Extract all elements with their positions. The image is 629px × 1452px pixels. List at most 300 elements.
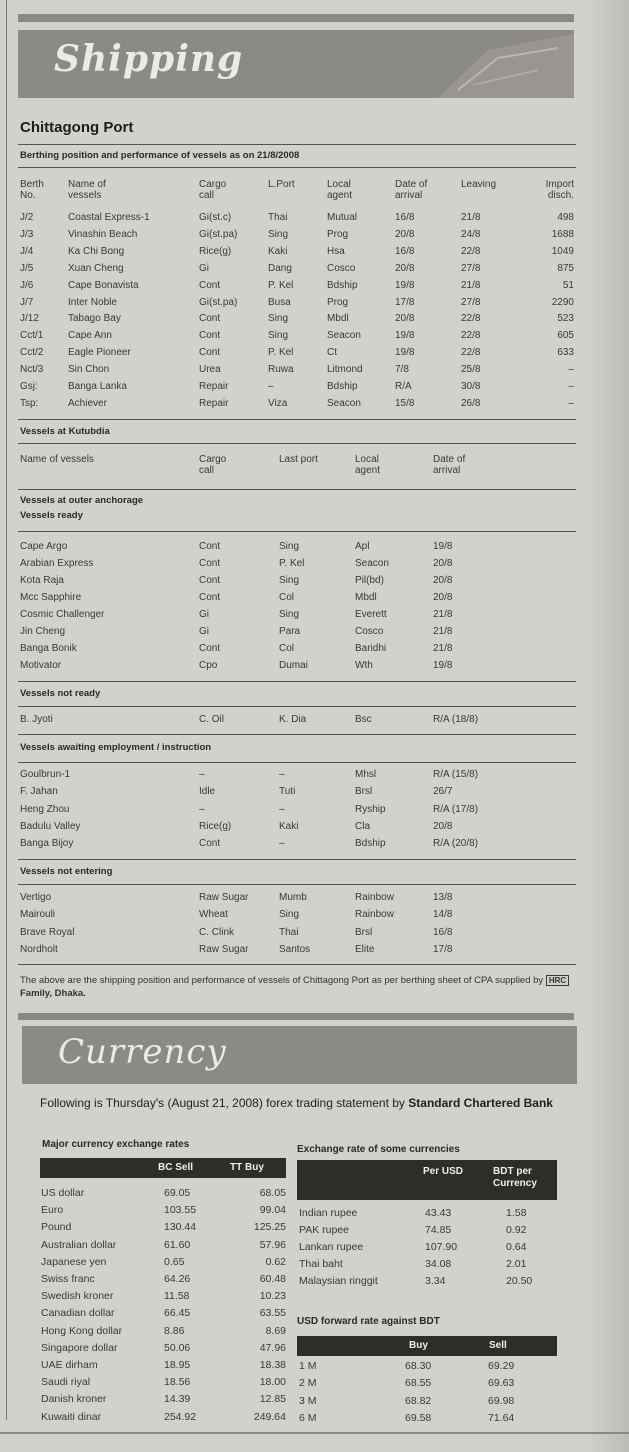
not-ready-row-cargo: C. Oil [199, 714, 224, 725]
awaiting-row-vessel: Badulu Valley [20, 820, 81, 832]
berth-row-cargo: Cont [199, 279, 221, 291]
major-row-tt-buy: 10.23 [259, 1290, 286, 1303]
kutubdia-header-0: Name of vessels [20, 454, 94, 465]
awaiting-row-last-port: – [279, 803, 285, 815]
forward-row-buy: 68.82 [405, 1394, 432, 1407]
berth-row-arrival: R/A [395, 381, 412, 392]
shipping-banner [18, 30, 574, 98]
awaiting-row-cargo: Idle [199, 786, 216, 798]
berth-row-agent: Ct [327, 347, 337, 359]
kutubdia-header-3: Local agent [355, 454, 381, 476]
not-entering-row-vessel: Brave Royal [20, 926, 75, 938]
berth-row-last-port: Sing [268, 228, 289, 240]
ready-row-vessel: Kota Raja [20, 575, 64, 586]
berth-row-last-port: Sing [268, 313, 289, 325]
berth-row-cargo: Repair [199, 381, 229, 392]
awaiting-row-agent: Mhsl [355, 769, 377, 780]
not-entering-row-vessel: Mairouli [20, 909, 56, 921]
header-bdt-per-currency: BDT per Currency [493, 1166, 537, 1189]
berth-header-0: Berth No. [20, 179, 44, 201]
awaiting-row-arrival: 20/8 [433, 820, 453, 832]
ready-row-last-port: Col [279, 592, 295, 603]
major-row-tt-buy: 8.69 [265, 1324, 286, 1337]
ready-row-last-port: Sing [279, 575, 300, 586]
divider [18, 706, 576, 707]
major-row-bc-sell: 69.05 [164, 1187, 191, 1199]
berth-row-import: 51 [562, 279, 574, 291]
ready-row-cargo: Cpo [199, 660, 218, 671]
berth-row-agent: Seacon [327, 330, 361, 342]
major-row-tt-buy: 12.85 [259, 1393, 286, 1406]
ready-row-cargo: Cont [199, 592, 221, 603]
berth-row-arrival: 20/8 [395, 313, 415, 325]
ready-row-agent: Cosco [355, 626, 384, 637]
header-bc-sell: BC Sell [158, 1162, 194, 1173]
ready-row-arrival: 20/8 [433, 575, 453, 586]
ready-row-agent: Everett [355, 609, 387, 620]
kutubdia-header-1: Cargo call [199, 454, 227, 476]
awaiting-row-last-port: Tuti [279, 786, 296, 798]
berth-row-import: 523 [557, 313, 574, 325]
not-ready-row-arrival: R/A (18/8) [433, 714, 479, 725]
not-ready-row-last-port: K. Dia [279, 714, 307, 725]
berth-row-berth: J/4 [20, 245, 34, 257]
major-rates-header [40, 1158, 286, 1178]
not-entering-row-arrival: 16/8 [433, 926, 453, 938]
shipping-footnote [20, 974, 576, 1000]
berth-row-last-port: – [268, 381, 274, 392]
berth-row-agent: Mutual [327, 212, 358, 223]
berth-row-vessel: Vinashin Beach [68, 228, 138, 240]
berth-row-cargo: Repair [199, 397, 229, 409]
forward-row-sell: 69.29 [488, 1360, 515, 1372]
berth-row-last-port: Dang [268, 262, 292, 274]
berth-row-arrival: 16/8 [395, 245, 415, 257]
awaiting-row-cargo: – [199, 769, 205, 780]
some-row-bdt-per: 0.92 [506, 1224, 527, 1236]
ready-row-cargo: Cont [199, 558, 221, 569]
berth-row-berth: J/6 [20, 279, 34, 291]
major-row-currency: Danish kroner [41, 1393, 107, 1406]
kutubdia-header-2: Last port [279, 454, 318, 465]
major-row-currency: UAE dirham [41, 1359, 98, 1371]
major-row-tt-buy: 99.04 [259, 1204, 286, 1217]
major-row-currency: Canadian dollar [41, 1307, 115, 1320]
not-entering-row-cargo: Raw Sugar [199, 892, 249, 903]
divider [18, 762, 576, 763]
left-column-rule [6, 0, 7, 1420]
berth-row-arrival: 17/8 [395, 296, 415, 308]
major-row-currency: Singapore dollar [41, 1341, 118, 1354]
major-row-tt-buy: 60.48 [259, 1273, 286, 1285]
major-row-tt-buy: 68.05 [259, 1187, 286, 1199]
forward-row-tenor: 6 M [299, 1412, 317, 1425]
ready-row-last-port: Para [279, 626, 301, 637]
awaiting-row-agent: Brsl [355, 786, 373, 798]
berth-row-arrival: 19/8 [395, 347, 415, 359]
berth-row-vessel: Ka Chi Bong [68, 245, 125, 257]
intro-bank: Standard Chartered Bank [408, 1096, 553, 1110]
awaiting-row-vessel: F. Jahan [20, 786, 58, 798]
major-row-tt-buy: 249.64 [253, 1410, 286, 1423]
berth-row-import: – [568, 381, 574, 392]
berth-header-6: Leaving [461, 179, 497, 190]
divider [18, 144, 576, 145]
berth-header-4: Local agent [327, 179, 353, 201]
berth-row-agent: Prog [327, 296, 349, 308]
berth-header-7: Import disch. [545, 179, 574, 201]
divider [18, 734, 576, 735]
major-row-currency: Pound [41, 1221, 72, 1234]
vessels-ready-heading: Vessels ready [20, 510, 83, 521]
berth-row-cargo: Cont [199, 347, 221, 359]
not-entering-row-last-port: Mumb [279, 892, 307, 903]
major-row-bc-sell: 14.39 [164, 1393, 191, 1406]
ready-row-cargo: Cont [199, 643, 221, 654]
ready-row-vessel: Motivator [20, 660, 62, 671]
awaiting-row-vessel: Heng Zhou [20, 803, 70, 815]
major-row-currency: Euro [41, 1204, 64, 1217]
berth-row-leaving: 26/8 [461, 397, 481, 409]
awaiting-row-vessel: Banga Bijoy [20, 838, 74, 850]
berth-header-2: Cargo call [199, 179, 227, 201]
ready-row-agent: Seacon [355, 558, 389, 569]
not-entering-row-agent: Brsl [355, 926, 373, 938]
forward-row-sell: 71.64 [488, 1412, 515, 1425]
berth-row-last-port: Thai [268, 212, 288, 223]
ready-row-arrival: 20/8 [433, 592, 453, 603]
major-row-currency: US dollar [41, 1187, 85, 1199]
divider [18, 167, 576, 168]
berth-row-cargo: Gi(st.pa) [199, 296, 238, 308]
some-row-currency: Indian rupee [299, 1207, 358, 1219]
forward-rate-header [297, 1336, 557, 1356]
berth-row-berth: Cct/1 [20, 330, 44, 342]
berth-row-leaving: 27/8 [461, 296, 481, 308]
major-row-currency: Swedish kroner [41, 1290, 114, 1303]
awaiting-row-last-port: – [279, 838, 285, 850]
page-edge-shadow [591, 0, 629, 1452]
major-row-tt-buy: 0.62 [265, 1255, 286, 1268]
divider [18, 419, 576, 420]
berth-row-vessel: Eagle Pioneer [68, 347, 131, 359]
ready-row-arrival: 19/8 [433, 660, 453, 671]
divider [18, 531, 576, 532]
ready-row-arrival: 20/8 [433, 558, 453, 569]
berth-row-vessel: Sin Chon [68, 364, 110, 376]
not-entering-row-last-port: Thai [279, 926, 299, 938]
berth-row-import: – [568, 397, 574, 409]
port-title: Chittagong Port [20, 119, 134, 136]
not-entering-row-arrival: 17/8 [433, 943, 453, 955]
forward-row-buy: 69.58 [405, 1412, 432, 1425]
major-row-bc-sell: 254.92 [164, 1410, 197, 1423]
berth-row-import: 498 [557, 212, 574, 223]
not-entering-row-vessel: Vertigo [20, 892, 52, 903]
currency-banner-title: Currency [58, 1032, 227, 1072]
ready-row-cargo: Gi [199, 626, 209, 637]
major-row-currency: Japanese yen [41, 1255, 107, 1268]
some-row-bdt-per: 2.01 [506, 1258, 527, 1270]
berth-row-vessel: Cape Bonavista [68, 279, 139, 291]
some-row-per-usd: 43.43 [425, 1207, 452, 1219]
major-row-bc-sell: 18.56 [164, 1376, 191, 1389]
not-entering-row-agent: Elite [355, 943, 375, 955]
ready-row-cargo: Cont [199, 541, 221, 552]
major-rates-title: Major currency exchange rates [42, 1139, 190, 1150]
major-row-tt-buy: 57.96 [259, 1238, 286, 1251]
berth-row-last-port: P. Kel [268, 279, 294, 291]
not-entering-row-arrival: 13/8 [433, 892, 453, 903]
not-entering-row-cargo: C. Clink [199, 926, 235, 938]
berth-row-leaving: 21/8 [461, 279, 481, 291]
berth-row-arrival: 19/8 [395, 279, 415, 291]
major-row-bc-sell: 50.06 [164, 1341, 191, 1354]
berth-row-cargo: Cont [199, 313, 221, 325]
major-row-bc-sell: 18.95 [164, 1359, 191, 1371]
berth-row-last-port: Ruwa [268, 364, 294, 376]
berth-row-arrival: 20/8 [395, 262, 415, 274]
berth-row-leaving: 22/8 [461, 313, 481, 325]
berth-row-leaving: 24/8 [461, 228, 481, 240]
header-tt-buy: TT Buy [230, 1162, 264, 1173]
berth-row-last-port: Busa [268, 296, 291, 308]
berth-row-cargo: Cont [199, 330, 221, 342]
major-row-bc-sell: 66.45 [164, 1307, 191, 1320]
berth-header-1: Name of vessels [68, 179, 106, 201]
berth-row-import: 875 [557, 262, 574, 274]
berth-row-import: 633 [557, 347, 574, 359]
divider [18, 884, 576, 885]
awaiting-row-arrival: R/A (15/8) [433, 769, 479, 780]
ready-row-arrival: 21/8 [433, 643, 453, 654]
forward-row-buy: 68.55 [405, 1377, 432, 1390]
divider [18, 489, 576, 490]
header-buy: Buy [409, 1340, 428, 1351]
ready-row-arrival: 21/8 [433, 609, 453, 620]
berth-row-cargo: Gi [199, 262, 209, 274]
header-per-usd: Per USD [423, 1166, 464, 1177]
berth-row-import: 1049 [551, 245, 574, 257]
berth-row-leaving: 25/8 [461, 364, 481, 376]
forward-row-sell: 69.98 [488, 1394, 515, 1407]
forward-row-tenor: 2 M [299, 1377, 317, 1390]
berth-row-leaving: 21/8 [461, 212, 481, 223]
major-row-tt-buy: 18.38 [259, 1359, 286, 1371]
some-row-per-usd: 107.90 [425, 1241, 458, 1253]
berth-row-vessel: Cape Ann [68, 330, 112, 342]
major-row-currency: Swiss franc [41, 1273, 95, 1285]
some-row-bdt-per: 20.50 [506, 1275, 533, 1287]
berth-row-berth: J/7 [20, 296, 34, 308]
awaiting-row-arrival: R/A (17/8) [433, 803, 479, 815]
berth-row-agent: Hsa [327, 245, 345, 257]
not-entering-row-agent: Rainbow [355, 909, 394, 921]
currency-intro [40, 1095, 570, 1111]
some-row-currency: Malaysian ringgit [299, 1275, 378, 1287]
ready-row-cargo: Gi [199, 609, 209, 620]
bottom-rule [0, 1432, 629, 1434]
ready-row-vessel: Mcc Sapphire [20, 592, 82, 603]
not-entering-row-cargo: Wheat [199, 909, 228, 921]
berth-row-import: 2290 [551, 296, 574, 308]
some-row-per-usd: 34.08 [425, 1258, 452, 1270]
berth-row-arrival: 16/8 [395, 212, 415, 223]
berth-row-import: 605 [557, 330, 574, 342]
some-row-currency: PAK rupee [299, 1224, 350, 1236]
ready-row-last-port: Sing [279, 541, 300, 552]
not-ready-row-vessel: B. Jyoti [20, 714, 53, 725]
berth-row-cargo: Rice(g) [199, 245, 232, 257]
major-row-tt-buy: 125.25 [253, 1221, 286, 1234]
berth-row-agent: Bdship [327, 381, 358, 392]
forward-rate-title: USD forward rate against BDT [297, 1316, 440, 1327]
major-row-bc-sell: 61.60 [164, 1238, 191, 1251]
some-row-currency: Thai baht [299, 1258, 343, 1270]
ready-row-agent: Wth [355, 660, 373, 671]
major-row-tt-buy: 47.96 [259, 1341, 286, 1354]
ready-row-vessel: Banga Bonik [20, 643, 77, 654]
berth-row-arrival: 7/8 [395, 364, 409, 376]
awaiting-row-cargo: Cont [199, 838, 221, 850]
header-sell: Sell [489, 1340, 507, 1351]
some-row-per-usd: 3.34 [425, 1275, 446, 1287]
berth-row-leaving: 30/8 [461, 381, 481, 392]
awaiting-row-agent: Cla [355, 820, 371, 832]
some-rates-header [297, 1160, 557, 1200]
major-row-bc-sell: 64.26 [164, 1273, 191, 1285]
berth-row-berth: J/12 [20, 313, 39, 325]
berth-row-arrival: 19/8 [395, 330, 415, 342]
not-entering-row-cargo: Raw Sugar [199, 943, 249, 955]
ready-row-last-port: Sing [279, 609, 300, 620]
not-entering-row-agent: Rainbow [355, 892, 394, 903]
berth-row-leaving: 22/8 [461, 347, 481, 359]
ready-row-arrival: 19/8 [433, 541, 453, 552]
some-rates-title: Exchange rate of some currencies [297, 1144, 460, 1155]
berth-row-leaving: 27/8 [461, 262, 481, 274]
intro-text: Following is Thursday's (August 21, 2008) forex trading statement by [40, 1096, 405, 1110]
berth-row-last-port: Viza [268, 397, 288, 409]
berth-row-arrival: 15/8 [395, 397, 415, 409]
awaiting-row-agent: Ryship [355, 803, 386, 815]
berth-row-agent: Seacon [327, 397, 361, 409]
berth-row-agent: Cosco [327, 262, 356, 274]
berth-row-agent: Mbdl [327, 313, 349, 325]
not-ready-row-agent: Bsc [355, 714, 372, 725]
berth-row-cargo: Gi(st.c) [199, 212, 232, 223]
ready-row-last-port: Col [279, 643, 295, 654]
not-entering-heading: Vessels not entering [20, 866, 113, 877]
awaiting-row-last-port: Kaki [279, 820, 299, 832]
ready-row-arrival: 21/8 [433, 626, 453, 637]
major-row-bc-sell: 11.58 [164, 1290, 190, 1303]
berth-row-vessel: Coastal Express-1 [68, 212, 150, 223]
forward-row-buy: 68.30 [405, 1360, 432, 1372]
berth-row-last-port: Kaki [268, 245, 288, 257]
major-row-currency: Hong Kong dollar [41, 1324, 123, 1337]
berth-row-cargo: Gi(st.pa) [199, 228, 238, 240]
berth-row-berth: Nct/3 [20, 364, 44, 376]
berth-row-vessel: Achiever [68, 397, 107, 409]
forward-row-tenor: 3 M [299, 1394, 317, 1407]
awaiting-heading: Vessels awaiting employment / instruction [20, 742, 212, 753]
ready-row-vessel: Cosmic Challenger [20, 609, 105, 620]
some-row-bdt-per: 0.64 [506, 1241, 527, 1253]
footnote-text: The above are the shipping position and performance of vessels of Chittagong Port as per berthing sheet of CPA supplied by [20, 975, 544, 986]
berth-row-leaving: 22/8 [461, 330, 481, 342]
outer-anchorage-heading: Vessels at outer anchorage [20, 495, 144, 506]
currency-banner [22, 1026, 577, 1084]
not-entering-row-arrival: 14/8 [433, 909, 453, 921]
not-ready-heading: Vessels not ready [20, 688, 101, 699]
berth-row-agent: Litmond [327, 364, 363, 376]
ready-row-last-port: P. Kel [279, 558, 305, 569]
awaiting-row-arrival: 26/7 [433, 786, 453, 798]
major-row-bc-sell: 0.65 [164, 1255, 185, 1268]
ready-row-vessel: Jin Cheng [20, 626, 66, 637]
hrc-logo: HRC [546, 975, 569, 986]
ready-row-cargo: Cont [199, 575, 221, 586]
berth-row-berth: J/5 [20, 262, 34, 274]
berth-row-leaving: 22/8 [461, 245, 481, 257]
kutubdia-heading: Vessels at Kutubdia [20, 426, 110, 437]
currency-top-rule [18, 1013, 574, 1020]
awaiting-row-vessel: Goulbrun-1 [20, 769, 71, 780]
berth-row-vessel: Tabago Bay [68, 313, 121, 325]
top-rule [18, 14, 574, 22]
awaiting-row-cargo: Rice(g) [199, 820, 232, 832]
awaiting-row-cargo: – [199, 803, 205, 815]
berth-row-last-port: P. Kel [268, 347, 294, 359]
berth-row-berth: J/2 [20, 212, 34, 223]
footnote-tail: Family, Dhaka. [20, 988, 86, 999]
divider [18, 443, 576, 444]
not-entering-row-vessel: Nordholt [20, 943, 58, 955]
major-row-bc-sell: 130.44 [164, 1221, 197, 1234]
divider [18, 681, 576, 682]
ready-row-agent: Pil(bd) [355, 575, 384, 586]
shipping-banner-title: Shipping [54, 38, 244, 80]
ready-row-agent: Mbdl [355, 592, 377, 603]
berth-row-import: – [568, 364, 574, 376]
major-row-bc-sell: 103.55 [164, 1204, 197, 1217]
ready-row-vessel: Arabian Express [20, 558, 94, 569]
not-entering-row-last-port: Sing [279, 909, 300, 921]
ready-row-agent: Baridhi [355, 643, 387, 654]
major-row-bc-sell: 8.86 [164, 1324, 185, 1337]
ready-row-vessel: Cape Argo [20, 541, 68, 552]
major-row-currency: Kuwaiti dinar [41, 1410, 102, 1423]
major-row-tt-buy: 63.55 [259, 1307, 286, 1320]
some-row-bdt-per: 1.58 [506, 1207, 527, 1219]
not-entering-row-last-port: Santos [279, 943, 311, 955]
berth-row-berth: J/3 [20, 228, 34, 240]
berth-header-3: L.Port [268, 179, 295, 190]
divider [18, 964, 576, 965]
awaiting-row-arrival: R/A (20/8) [433, 838, 479, 850]
berth-row-vessel: Inter Noble [68, 296, 117, 308]
berth-header-5: Date of arrival [395, 179, 428, 201]
forward-row-sell: 69.63 [488, 1377, 515, 1390]
some-row-currency: Lankan rupee [299, 1241, 364, 1253]
major-row-currency: Saudi riyal [41, 1376, 91, 1389]
kutubdia-header-4: Date of arrival [433, 454, 466, 476]
berth-row-import: 1688 [551, 228, 574, 240]
major-row-tt-buy: 18.00 [259, 1376, 286, 1389]
berth-row-arrival: 20/8 [395, 228, 415, 240]
berth-row-agent: Prog [327, 228, 349, 240]
